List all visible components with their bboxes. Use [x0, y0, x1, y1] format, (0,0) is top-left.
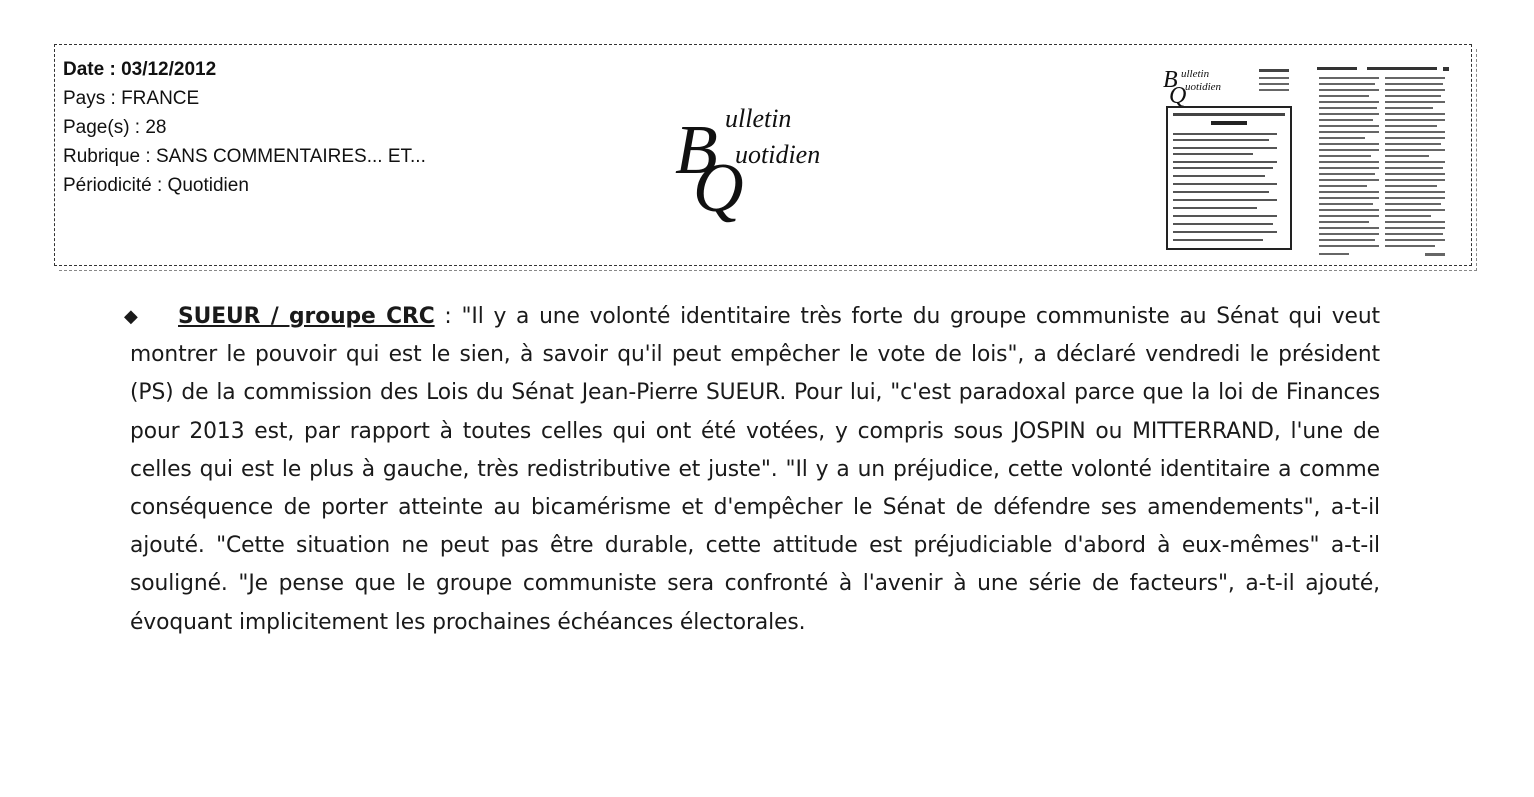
- pages-line: Page(s) : 28: [63, 117, 167, 138]
- date-line: Date : 03/12/2012: [63, 59, 217, 80]
- front-page-thumbnail: [1161, 63, 1295, 253]
- bulletin-quotidien-logo: [673, 99, 883, 229]
- article-body: : "Il y a une volonté identitaire très forte du groupe communiste au Sénat qui veut montrer le pouvoir qui est le sien, à savoir qu'il peut empêcher le vote de lois", a déclaré vendredi le président (PS) de la commission des Lois du Sénat Jean-Pierre SUEUR. Pour lui, "c'est paradoxal parce que la loi de Finances pour 2013 est, par rapport à toutes celles qui ont été votées, y compris sous JOSPIN ou MITTERRAND, l'une de celles qui est le plus à gauche, très redistributive et juste". "Il y a un préjudice, cette volonté identitaire a comme conséquence de porter atteinte au bicamérisme et d'empêcher le Sénat de défendre ses amendements", a-t-il ajouté. "Cette situation ne peut pas être durable, cette attitude est préjudiciable d'abord à eux-mêmes" a-t-il souligné. "Je pense que le groupe communiste sera confronté à l'avenir à une série de facteurs", a-t-il ajouté, évoquant implicitement les prochaines échéances électorales.: [130, 304, 1380, 635]
- svg-text:ulletin: ulletin: [1181, 68, 1210, 80]
- inner-page-thumbnail: [1315, 63, 1451, 263]
- document-header: [54, 44, 1472, 266]
- svg-text:B: B: [675, 112, 718, 189]
- metadata-block: [63, 55, 426, 200]
- svg-text:ulletin: ulletin: [725, 104, 792, 133]
- svg-text:B: B: [1163, 67, 1178, 93]
- section-line: Rubrique : SANS COMMENTAIRES... ET...: [63, 146, 426, 167]
- country-line: Pays : FRANCE: [63, 88, 200, 109]
- svg-text:uotidien: uotidien: [735, 140, 821, 169]
- article-headline: SUEUR / groupe CRC: [178, 304, 435, 329]
- svg-text:Q: Q: [1169, 83, 1187, 109]
- svg-text:Q: Q: [693, 150, 744, 227]
- diamond-bullet-icon: ◆: [124, 306, 138, 327]
- article-paragraph: [124, 298, 1380, 642]
- svg-text:uotidien: uotidien: [1185, 81, 1222, 93]
- periodicity-line: Périodicité : Quotidien: [63, 175, 249, 196]
